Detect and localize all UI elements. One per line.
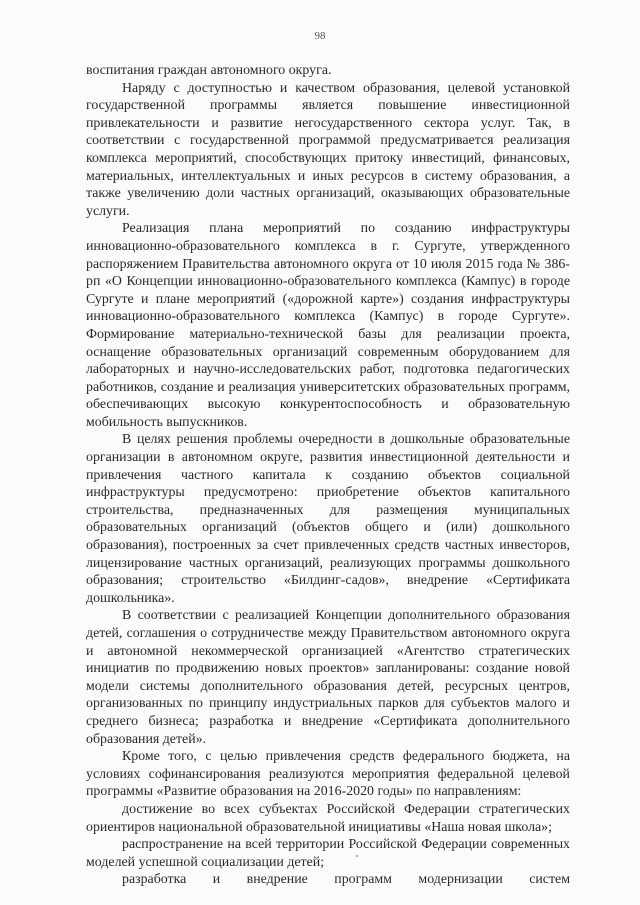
paragraph-investment-attractiveness: Наряду с доступностью и качеством образования, целевой установкой государственной программы является повышение инвестиционной привлекательности и развитие негосударственного сектора услуг. Так, в соответствии с государственной программой предусматривается реализация комплекса мероприятий, способствующих притоку инвестиций, финансовых, материальных, интеллектуальных и иных ресурсов в систему образования, а также увеличению доли частных организаций, оказывающих образовательные услуги. — [86, 80, 570, 219]
list-item-modernization: разработка и внедрение программ модернизации систем — [122, 872, 570, 888]
paragraph-continuation: воспитания граждан автономного округа. — [86, 63, 332, 78]
list-item-strategic-goals: достижение во всех субъектах Российской Федерации стратегических ориентиров национальной образовательной инициативы «Наша новая школа»; — [86, 801, 570, 835]
paragraph-campus-infrastructure: Реализация плана мероприятий по созданию инфраструктуры инновационно-образовательного комплекса в г. Сургуте, утвержденного распоряжением Правительства автономного округа от 10 июля 2015 года № 386-рп «О Концепции инновационно-образовательного комплекса (Кампус) в городе Сургуте и плане мероприятий («дорожной карте») создания инфраструктуры инновационно-образовательного комплекса (Кампус) в городе Сургуте». Формирование материально-технической базы для реализации проекта, оснащение образовательных организаций современным оборудованием для лабораторных и научно-исследовательских работ, подготовка педагогических работников, создание и реализация университетских образовательных программ, обеспечивающих высокую конкурентоспособность и образовательную мобильность выпускников. — [86, 221, 570, 430]
list-item-socialization-models: распространение на всей территории Российской Федерации современных моделей успешной социализации детей; — [86, 837, 570, 870]
document-body — [86, 62, 570, 889]
page-number: 98 — [314, 30, 326, 42]
paragraph-federal-program: Кроме того, с целью привлечения средств федерального бюджета, на условиях софинансирования реализуются мероприятия федеральной целевой программы «Развитие образования на 2016-2020 годы» по направлениям: — [86, 749, 570, 800]
paragraph-additional-education: В соответствии с реализацией Концепции дополнительного образования детей, соглашения о сотрудничестве между Правительством автономного округа и автономной некоммерческой организацией «Агентство стратегических инициатив по продвижению новых проектов» запланированы: создание новой модели системы дополнительного образования детей, ресурсных центров, организованных по принципу индустриальных парков для субъектов малого и среднего бизнеса; разработка и внедрение «Сертификата дополнительного образования детей». — [86, 608, 570, 747]
paragraph-preschool-queue: В целях решения проблемы очередности в дошкольные образовательные организации в автономном округе, развития инвестиционной деятельности и привлечения частного капитала к созданию объектов социальной инфраструктуры предусмотрено: приобретение объектов капитального строительства, предназначенных для размещения муниципальных образовательных организаций (объектов общего и (или) дошкольного образования), построенных за счет привлеченных средств частных инвесторов, лицензирование частных организаций, реализующих программы дошкольного образования; строительство «Билдинг-садов», внедрение «Сертификата дошкольника». — [86, 432, 570, 606]
scan-speck — [356, 855, 358, 857]
